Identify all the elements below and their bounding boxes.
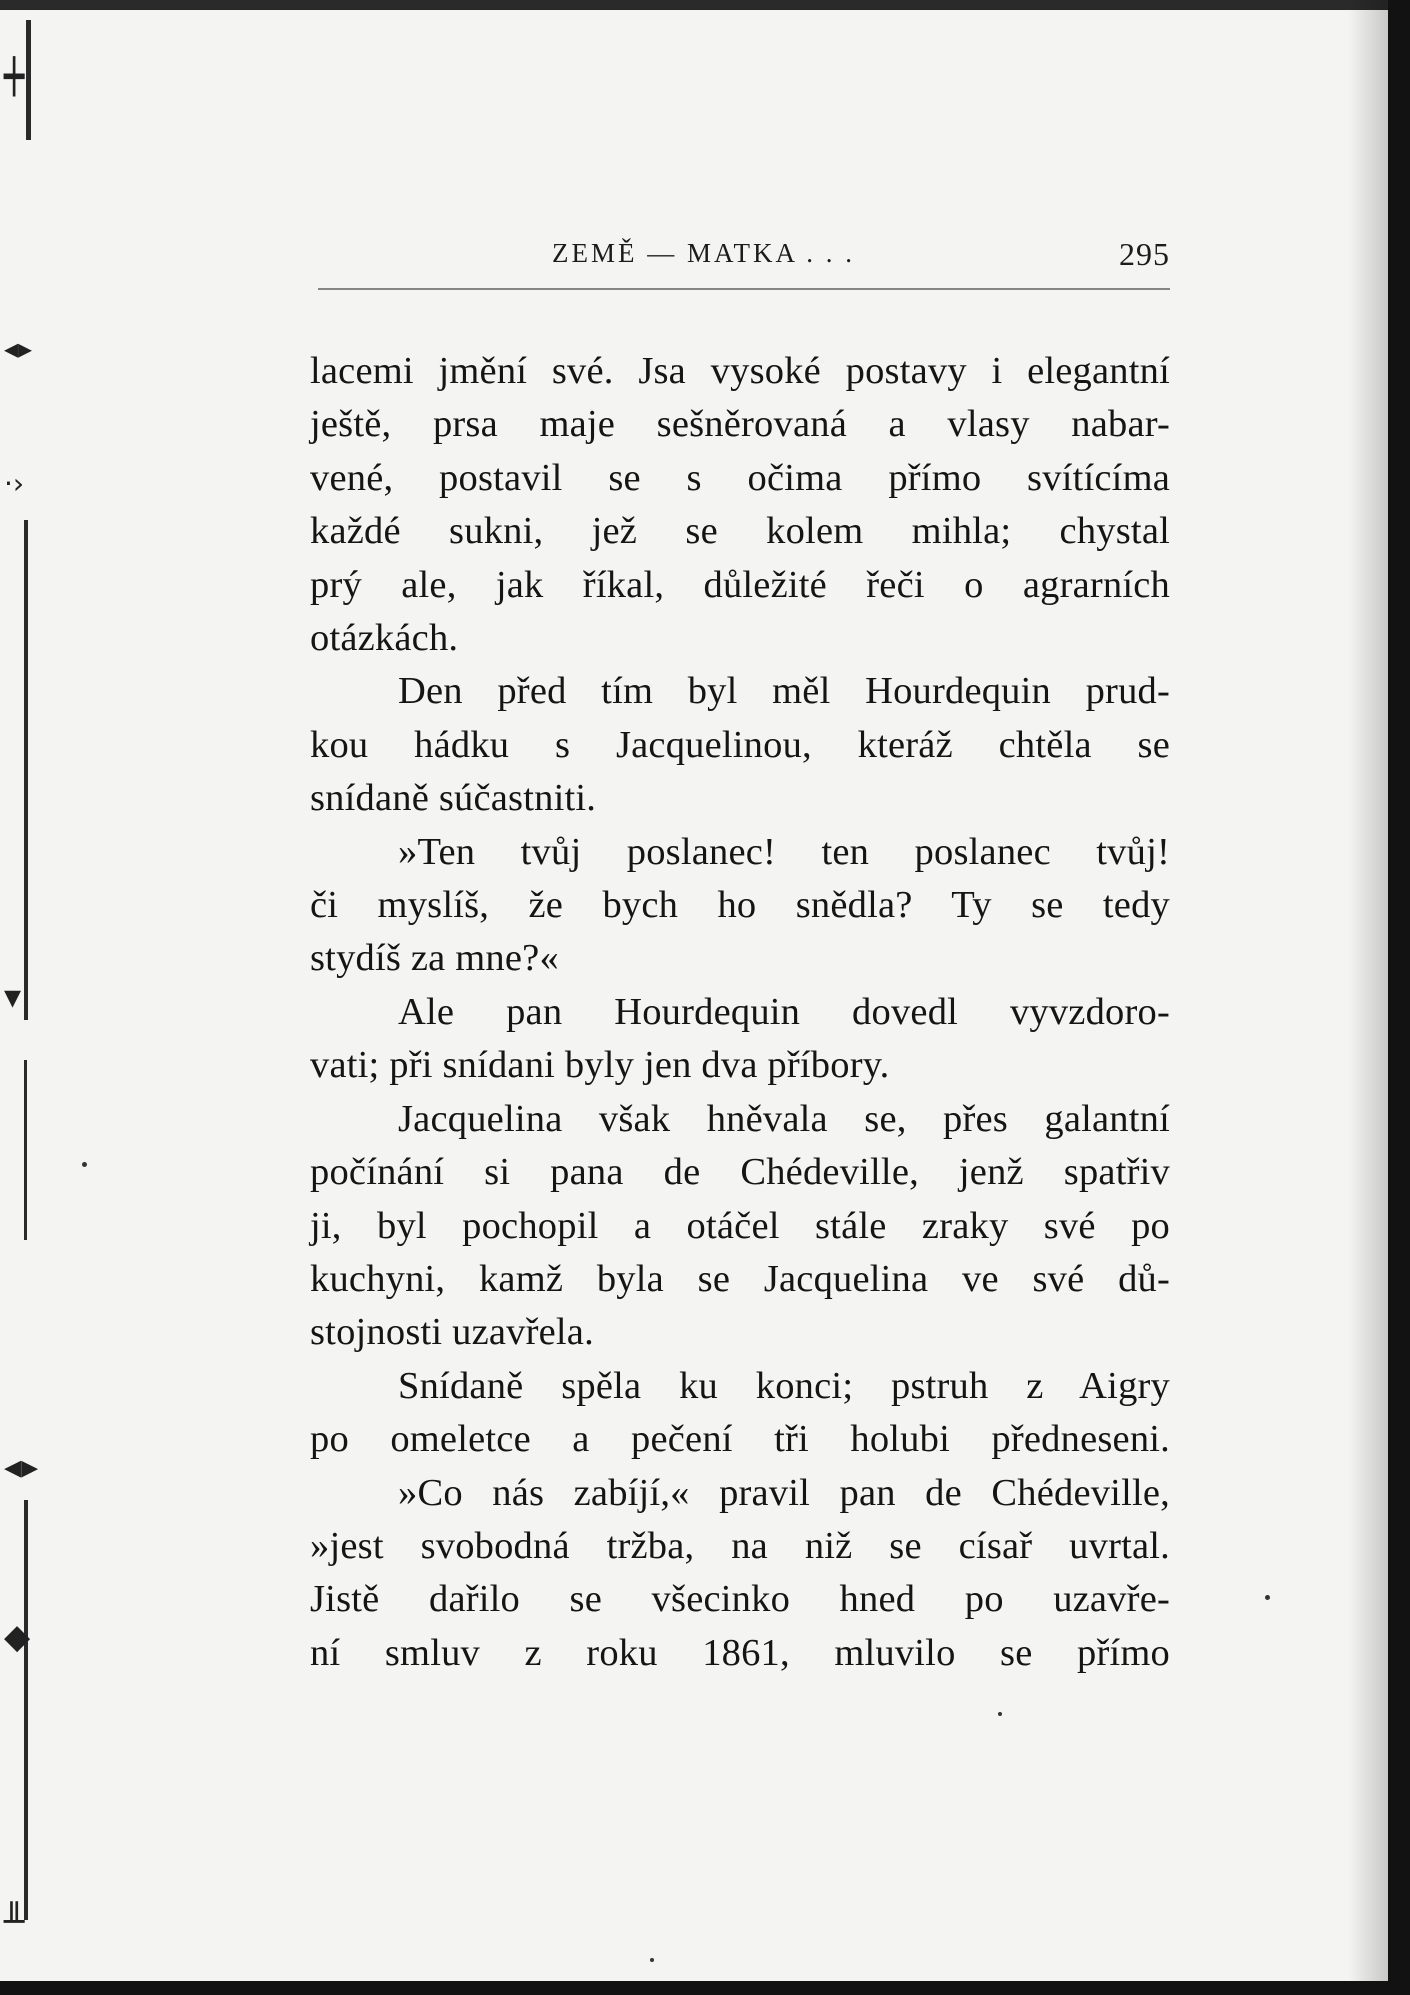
text-line: snídaně súčastniti.: [310, 777, 597, 820]
scan-speck: [998, 1712, 1002, 1716]
scan-top-edge: [0, 0, 1410, 10]
text-line: vati; při snídani byly jen dva příbory.: [310, 1044, 890, 1087]
binding-mark-icon: ◆: [4, 1617, 31, 1657]
text-line: kou hádku s Jacquelinou, kteráž chtěla se: [310, 723, 1170, 766]
binding-mark-icon: ◂▸: [4, 332, 33, 365]
text-line: počínání si pana de Chédeville, jenž spatřiv: [310, 1151, 1170, 1194]
page-number: 295: [1119, 236, 1170, 272]
text-line: Ale pan Hourdequin dovedl vyvzdoro-: [398, 990, 1170, 1033]
text-line: »Ten tvůj poslanec! ten poslanec tvůj!: [398, 830, 1170, 873]
text-line: po omeletce a pečení tři holubi předneseni.: [310, 1418, 1170, 1461]
text-line: ještě, prsa maje sešněrovaná a vlasy nabar-: [310, 403, 1170, 446]
binding-mark-icon: ·›: [4, 467, 25, 500]
text-line: otázkách.: [310, 617, 459, 660]
page-header: [310, 238, 1170, 278]
text-line: Den před tím byl měl Hourdequin prud-: [398, 670, 1170, 713]
text-line: Jacquelina však hněvala se, přes galantní: [398, 1097, 1170, 1140]
text-line: Snídaně spěla ku konci; pstruh z Aigry: [398, 1364, 1170, 1407]
gutter-line: [26, 20, 31, 140]
scan-bottom-edge: [0, 1981, 1410, 1995]
text-line: Jistě dařilo se všecinko hned po uzavře-: [310, 1578, 1170, 1621]
text-line: kuchyni, kamž byla se Jacquelina ve své dů-: [310, 1257, 1170, 1300]
gutter-line: [24, 1500, 28, 1920]
scan-right-shadow: [1348, 0, 1388, 1995]
binding-mark-icon: ┿: [4, 57, 25, 97]
body-text: [310, 345, 1170, 1680]
text-line: stydíš za mne?«: [310, 937, 559, 980]
text-line: lacemi jmění své. Jsa vysoké postavy i elegantní: [310, 350, 1170, 392]
binding-mark-icon: ◂▸: [4, 1447, 39, 1487]
gutter-line: [24, 520, 28, 1020]
text-line: »Co nás zabíjí,« pravil pan de Chédeville,: [398, 1471, 1170, 1514]
text-line: vené, postavil se s očima přímo svítícíma: [310, 456, 1170, 499]
scan-speck: [82, 1162, 87, 1167]
binding-mark-icon: ▾: [4, 977, 22, 1017]
text-line: ji, byl pochopil a otáčel stále zraky své po: [310, 1204, 1170, 1247]
scan-speck: [650, 1958, 654, 1962]
scan-speck: [1265, 1595, 1270, 1600]
text-line: stojnosti uzavřela.: [310, 1311, 594, 1354]
text-line: »jest svobodná tržba, na niž se císař uvrtal.: [310, 1524, 1170, 1567]
text-line: ní smluv z roku 1861, mluvilo se přímo: [310, 1631, 1170, 1674]
text-line: či myslíš, že bych ho snědla? Ty se tedy: [310, 884, 1170, 927]
scan-right-edge: [1388, 0, 1410, 1995]
text-line: prý ale, jak říkal, důležité řeči o agrarních: [310, 563, 1170, 606]
text-line: každé sukni, jež se kolem mihla; chystal: [310, 510, 1170, 553]
binding-mark-icon: ╨: [4, 1902, 25, 1942]
gutter-line: [24, 1060, 27, 1240]
running-title: ZEMĚ — MATKA . . .: [552, 238, 855, 268]
header-rule: [318, 288, 1170, 290]
